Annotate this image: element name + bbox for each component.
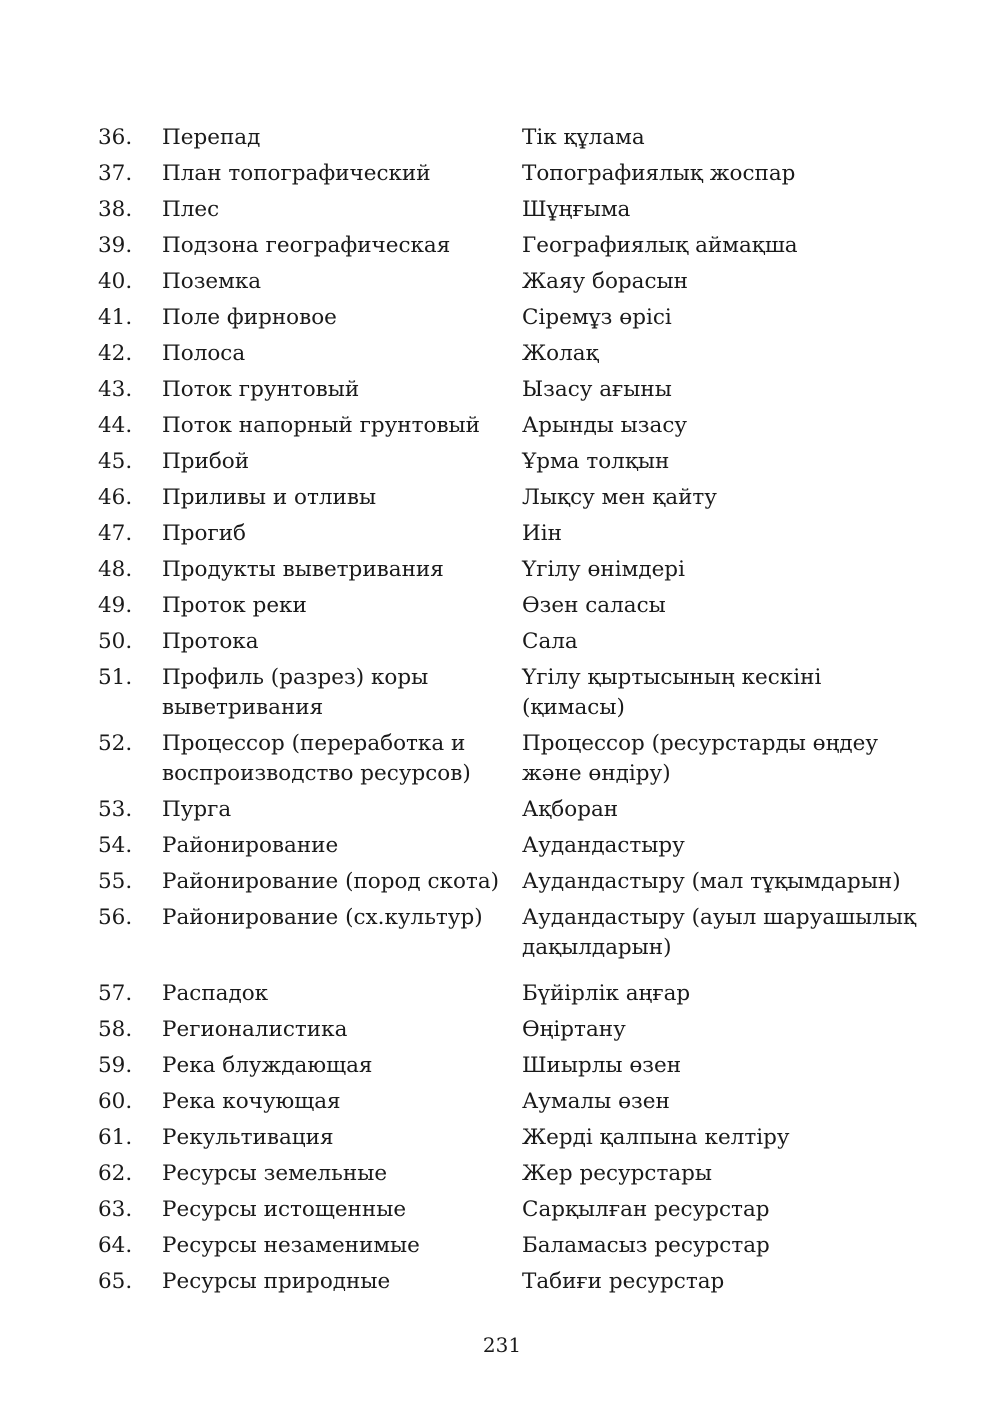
entry-number: 41. — [98, 305, 133, 330]
kazakh-term: Жаяу борасын — [522, 269, 688, 294]
entry-number: 38. — [98, 197, 133, 222]
entry-number: 63. — [98, 1197, 133, 1222]
kazakh-term: Арынды ызасу — [522, 413, 688, 438]
kazakh-term: Сала — [522, 629, 578, 654]
glossary-row — [98, 726, 928, 792]
entry-number: 50. — [98, 629, 133, 654]
glossary-row — [98, 1264, 928, 1300]
entry-number: 44. — [98, 413, 133, 438]
entry-number: 36. — [98, 125, 133, 150]
kazakh-term: Жер ресурстары — [522, 1161, 713, 1186]
kazakh-term: Өңіртану — [522, 1017, 626, 1042]
glossary-row — [98, 1120, 928, 1156]
kazakh-term: Жолақ — [522, 341, 599, 366]
russian-term: Процессор (переработка и воспроизводство ресурсов) — [162, 731, 471, 786]
glossary-row — [98, 864, 928, 900]
entry-number: 64. — [98, 1233, 133, 1258]
glossary-row — [98, 1012, 928, 1048]
russian-term: Полоса — [162, 341, 246, 366]
kazakh-term: Географиялық аймақша — [522, 233, 798, 258]
glossary-table — [98, 120, 928, 1300]
entry-number: 42. — [98, 341, 133, 366]
entry-number: 47. — [98, 521, 133, 546]
russian-term: Ресурсы земельные — [162, 1161, 388, 1186]
russian-term: Прибой — [162, 449, 250, 474]
glossary-row — [98, 1084, 928, 1120]
kazakh-term: Сіремұз өрісі — [522, 305, 672, 330]
russian-term: Пурга — [162, 797, 232, 822]
entry-number: 55. — [98, 869, 133, 894]
russian-term: Река блуждающая — [162, 1053, 373, 1078]
kazakh-term: Тік құлама — [522, 125, 645, 150]
entry-number: 48. — [98, 557, 133, 582]
entry-number: 58. — [98, 1017, 133, 1042]
russian-term: Ресурсы природные — [162, 1269, 391, 1294]
kazakh-term: Иін — [522, 521, 562, 546]
russian-term: Приливы и отливы — [162, 485, 377, 510]
kazakh-term: Бүйірлік аңғар — [522, 981, 691, 1006]
entry-number: 46. — [98, 485, 133, 510]
entry-number: 40. — [98, 269, 133, 294]
kazakh-term: Шиырлы өзен — [522, 1053, 682, 1078]
glossary-row — [98, 1048, 928, 1084]
entry-number: 45. — [98, 449, 133, 474]
russian-term: Ресурсы незаменимые — [162, 1233, 420, 1258]
glossary-row — [98, 156, 928, 192]
russian-term: Регионалистика — [162, 1017, 348, 1042]
entry-number: 65. — [98, 1269, 133, 1294]
glossary-row — [98, 1156, 928, 1192]
glossary-row — [98, 228, 928, 264]
kazakh-term: Сарқылған ресурстар — [522, 1197, 770, 1222]
entry-number: 49. — [98, 593, 133, 618]
glossary-row — [98, 300, 928, 336]
glossary-row — [98, 120, 928, 156]
kazakh-term: Ұрма толқын — [522, 449, 670, 474]
russian-term: Поток напорный грунтовый — [162, 413, 480, 438]
russian-term: План топографический — [162, 161, 431, 186]
russian-term: Перепад — [162, 125, 261, 150]
russian-term: Река кочующая — [162, 1089, 341, 1114]
russian-term: Поле фирновое — [162, 305, 337, 330]
kazakh-term: Аумалы өзен — [522, 1089, 670, 1114]
glossary-row — [98, 660, 928, 726]
glossary-row — [98, 444, 928, 480]
kazakh-term: Процессор (ресурстарды өңдеу және өндіру) — [522, 731, 878, 786]
entry-number: 52. — [98, 731, 133, 756]
glossary-row — [98, 372, 928, 408]
kazakh-term: Өзен саласы — [522, 593, 666, 618]
entry-number: 56. — [98, 905, 133, 930]
glossary-row — [98, 792, 928, 828]
kazakh-term: Лықсу мен қайту — [522, 485, 717, 510]
russian-term: Районирование (сх.культур) — [162, 905, 483, 930]
entry-number: 43. — [98, 377, 133, 402]
entry-number: 51. — [98, 665, 133, 690]
glossary-row — [98, 588, 928, 624]
russian-term: Поземка — [162, 269, 262, 294]
glossary-row — [98, 480, 928, 516]
glossary-row — [98, 1192, 928, 1228]
russian-term: Поток грунтовый — [162, 377, 360, 402]
russian-term: Плес — [162, 197, 220, 222]
entry-number: 39. — [98, 233, 133, 258]
glossary-row — [98, 552, 928, 588]
russian-term: Профиль (разрез) коры выветривания — [162, 665, 429, 720]
russian-term: Районирование — [162, 833, 339, 858]
entry-number: 60. — [98, 1089, 133, 1114]
russian-term: Распадок — [162, 981, 269, 1006]
russian-term: Проток реки — [162, 593, 307, 618]
kazakh-term: Топографиялық жоспар — [522, 161, 796, 186]
russian-term: Ресурсы истощенные — [162, 1197, 407, 1222]
entry-number: 62. — [98, 1161, 133, 1186]
kazakh-term: Үгілу өнімдері — [522, 557, 685, 582]
kazakh-term: Ызасу ағыны — [522, 377, 672, 402]
kazakh-term: Шұңғыма — [522, 197, 631, 222]
glossary-row — [98, 408, 928, 444]
russian-term: Рекультивация — [162, 1125, 334, 1150]
glossary-row — [98, 828, 928, 864]
glossary-row — [98, 192, 928, 228]
kazakh-term: Аудандастыру (ауыл шаруашылық дақылдарын) — [522, 905, 917, 960]
kazakh-term: Аудандастыру — [522, 833, 685, 858]
glossary-row — [98, 976, 928, 1012]
entry-number: 54. — [98, 833, 133, 858]
page-number: 231 — [482, 1333, 522, 1357]
glossary-row — [98, 336, 928, 372]
glossary-row — [98, 264, 928, 300]
glossary-row — [98, 1228, 928, 1264]
entry-number: 59. — [98, 1053, 133, 1078]
kazakh-term: Үгілу қыртысының кескіні (қимасы) — [522, 665, 822, 720]
entry-number: 57. — [98, 981, 133, 1006]
russian-term: Прогиб — [162, 521, 246, 546]
russian-term: Продукты выветривания — [162, 557, 444, 582]
kazakh-term: Аудандастыру (мал тұқымдарын) — [522, 869, 901, 894]
russian-term: Районирование (пород скота) — [162, 869, 500, 894]
russian-term: Протока — [162, 629, 259, 654]
russian-term: Подзона географическая — [162, 233, 451, 258]
entry-number: 61. — [98, 1125, 133, 1150]
kazakh-term: Баламасыз ресурстар — [522, 1233, 770, 1258]
kazakh-term: Ақборан — [522, 797, 619, 822]
glossary-row — [98, 516, 928, 552]
entry-number: 53. — [98, 797, 133, 822]
glossary-row — [98, 624, 928, 660]
kazakh-term: Табиғи ресурстар — [522, 1269, 725, 1294]
glossary-row — [98, 900, 928, 976]
kazakh-term: Жерді қалпына келтіру — [522, 1125, 790, 1150]
entry-number: 37. — [98, 161, 133, 186]
